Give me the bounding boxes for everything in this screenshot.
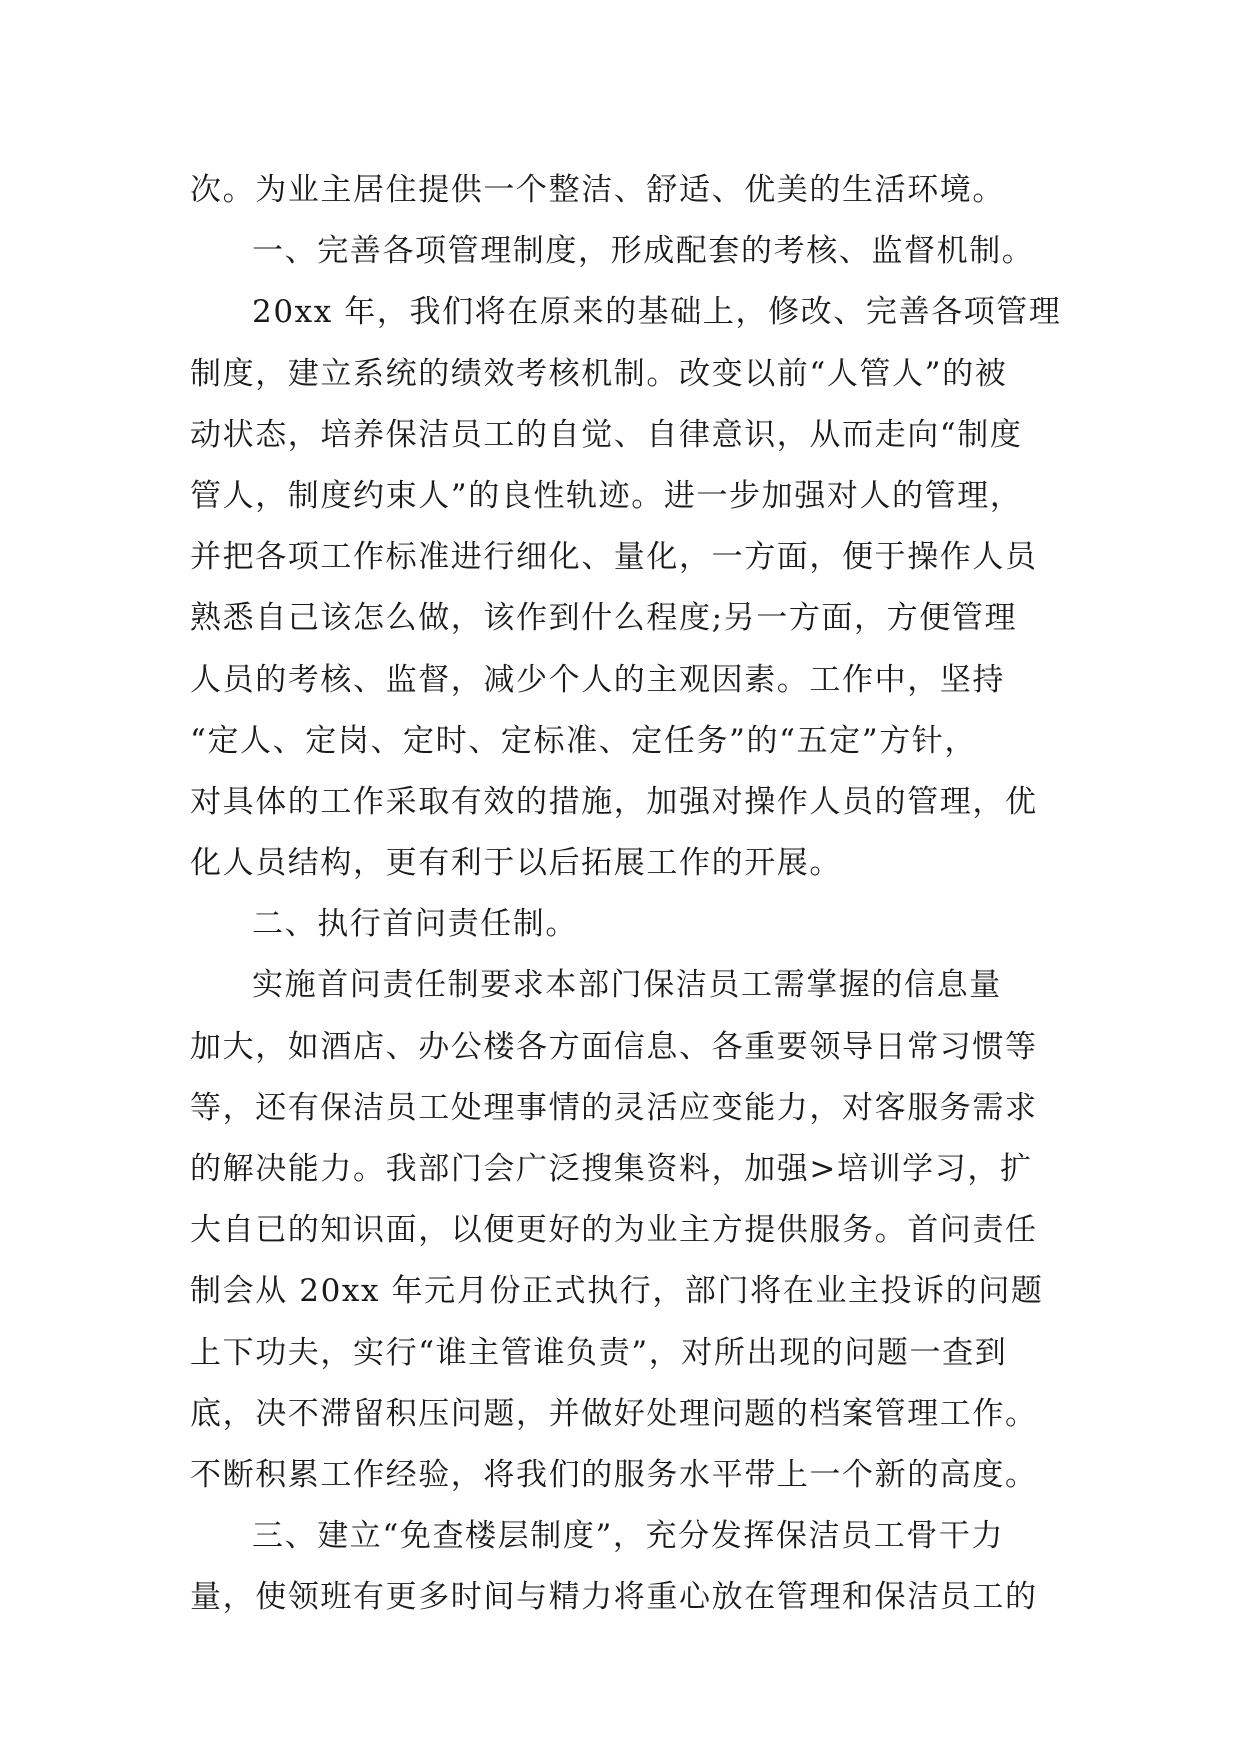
text-line: 动状态，培养保洁员工的自觉、自律意识，从而走向“制度 [190, 416, 1023, 453]
text-line: 化人员结构，更有利于以后拓展工作的开展。 [190, 845, 842, 882]
text-line: 人员的考核、监督，减少个人的主观因素。工作中，坚持 [190, 661, 1005, 698]
text-line: 次。为业主居住提供一个整洁、舒适、优美的生活环境。 [190, 172, 1005, 208]
section-heading: 一、完善各项管理制度，形成配套的考核、监督机制。 [252, 233, 1035, 270]
text-line: 大自已的知识面，以便更好的为业主方提供服务。首问责任 [190, 1212, 1038, 1249]
text-line: 制会从 20xx 年元月份正式执行，部门将在业主投诉的问题 [190, 1273, 1044, 1310]
text-line: 底，决不滞留积压问题，并做好处理问题的档案管理工作。 [190, 1395, 1038, 1432]
text-line: 并把各项工作标准进行细化、量化，一方面，便于操作人员 [190, 539, 1038, 576]
text-line: 管人，制度约束人”的良性轨迹。进一步加强对人的管理， [190, 477, 1023, 514]
text-line: 的解决能力。我部门会广泛搜集资料，加强>培训学习，扩 [190, 1151, 1033, 1187]
text-line: 制度，建立系统的绩效考核机制。改变以前“人管人”的被 [190, 355, 1008, 392]
document-body [190, 160, 1090, 1629]
text-line: 不断积累工作经验，将我们的服务水平带上一个新的高度。 [190, 1456, 1038, 1493]
text-line: 熟悉自己该怎么做，该作到什么程度;另一方面，方便管理 [190, 600, 1018, 637]
text-line: 量，使领班有更多时间与精力将重心放在管理和保洁员工的 [190, 1579, 1038, 1616]
text-line: 加大，如酒店、办公楼各方面信息、各重要领导日常习惯等 [190, 1028, 1038, 1065]
section-heading: 二、执行首问责任制。 [252, 906, 578, 943]
text-line: 对具体的工作采取有效的措施，加强对操作人员的管理，优 [190, 783, 1038, 820]
section-heading: 三、建立“免查楼层制度”，充分发挥保洁员工骨干力 [252, 1518, 1005, 1555]
text-line: 实施首问责任制要求本部门保洁员工需掌握的信息量 [252, 967, 1002, 1004]
text-line: 等，还有保洁员工处理事情的灵活应变能力，对客服务需求 [190, 1089, 1038, 1126]
text-line: 上下功夫，实行“谁主管谁负责”，对所出现的问题一查到 [190, 1334, 1008, 1371]
text-line: 20xx 年，我们将在原来的基础上，修改、完善各项管理 [252, 294, 1062, 331]
text-line: “定人、定岗、定时、定标准、定任务”的“五定”方针， [190, 722, 977, 759]
